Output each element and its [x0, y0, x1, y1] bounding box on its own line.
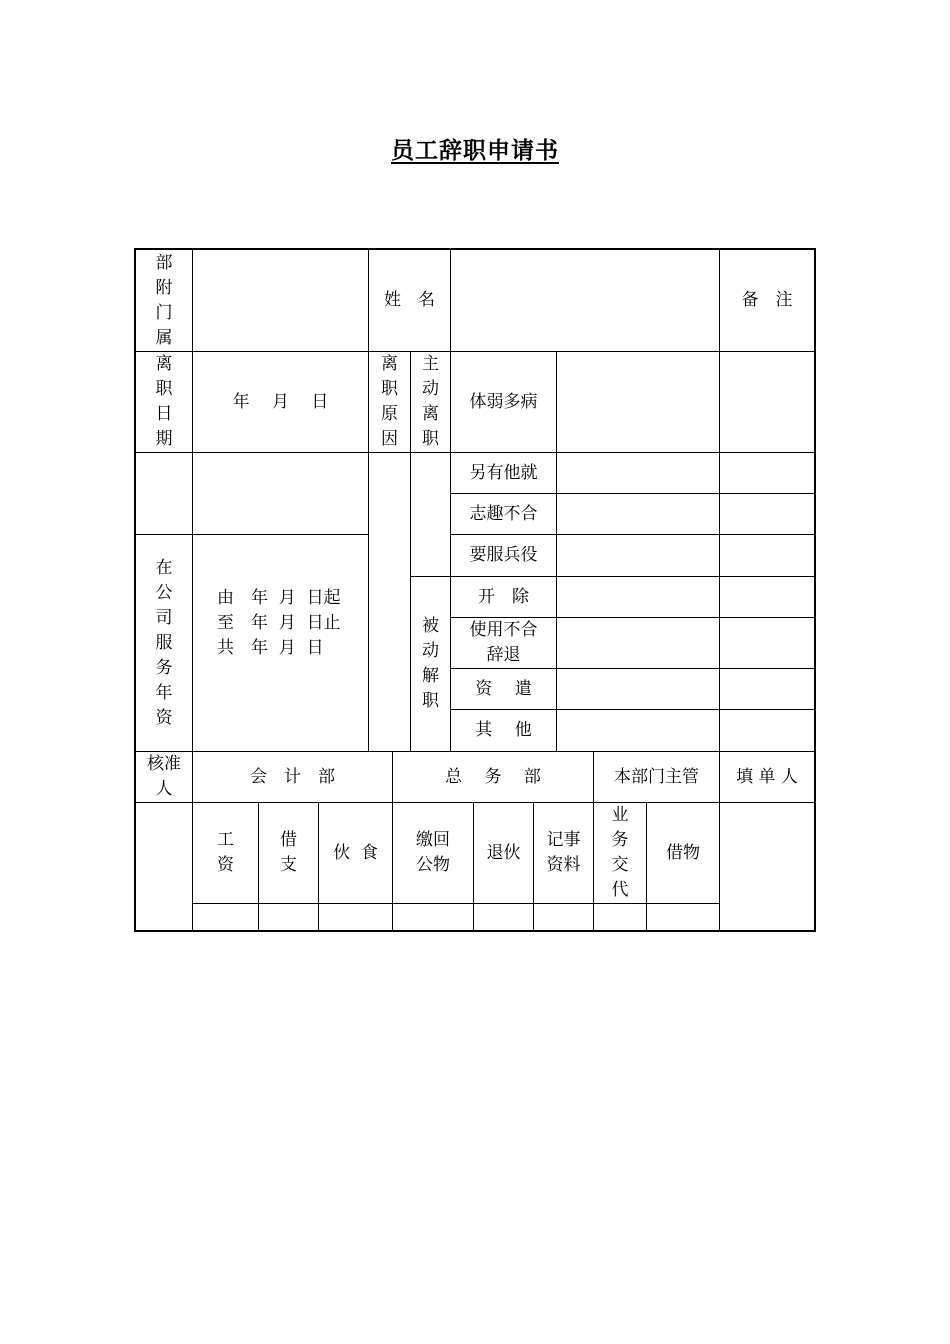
reason-item: 要服兵役 — [469, 545, 538, 565]
page-title: 员工辞职申请书 — [391, 138, 559, 164]
name-label: 姓 名 — [384, 290, 435, 310]
item-meals: 伙 食 — [333, 842, 378, 863]
item-records: 记事 资料 — [546, 830, 581, 875]
passive-label: 被 动 解 职 — [422, 616, 439, 711]
leave-date-field[interactable]: 年 月 日 — [232, 391, 329, 412]
resignation-form — [134, 248, 816, 932]
item-salary: 工 资 — [217, 830, 234, 875]
remarks-label: 备 注 — [741, 290, 793, 310]
name-field[interactable] — [451, 250, 719, 351]
service-period-field[interactable]: 由 年 月 日起 至 年 月 日止 共 年 月 日 — [217, 587, 341, 658]
col-line — [719, 250, 720, 930]
reason-item: 使用不合 辞退 — [469, 620, 538, 665]
col-line — [556, 351, 557, 751]
filler-label: 填 单 人 — [736, 766, 798, 787]
row-line — [192, 903, 719, 904]
item-borrowed: 借物 — [666, 842, 700, 863]
voluntary-label: 主 动 离 职 — [422, 354, 439, 449]
reason-label: 离 职 原 因 — [381, 354, 398, 449]
item-handover: 业 务 交 代 — [611, 805, 629, 900]
item-return-property: 缴回 公物 — [416, 830, 450, 875]
service-label: 在 公 司 服 务 年 资 — [155, 557, 173, 728]
item-leave-meals: 退伙 — [486, 842, 521, 863]
accounting-label: 会 计 部 — [250, 766, 335, 787]
leave-date-label: 离 职 日 期 — [155, 354, 173, 449]
general-affairs-label: 总 务 部 — [445, 766, 541, 787]
approver-label: 核准 人 — [147, 754, 181, 799]
reason-item: 体弱多病 — [469, 391, 538, 412]
dept-label: 部 附 门 属 — [155, 252, 173, 348]
reason-item: 另有他就 — [469, 462, 538, 483]
reason-item: 开 除 — [478, 586, 529, 607]
dept-manager-label: 本部门主管 — [614, 766, 699, 787]
reason-item: 志趣不合 — [469, 503, 538, 524]
dept-field[interactable] — [193, 250, 368, 351]
reason-item: 资 遣 — [475, 678, 532, 699]
reason-item: 其 他 — [475, 720, 532, 740]
item-advance: 借 支 — [280, 830, 297, 875]
